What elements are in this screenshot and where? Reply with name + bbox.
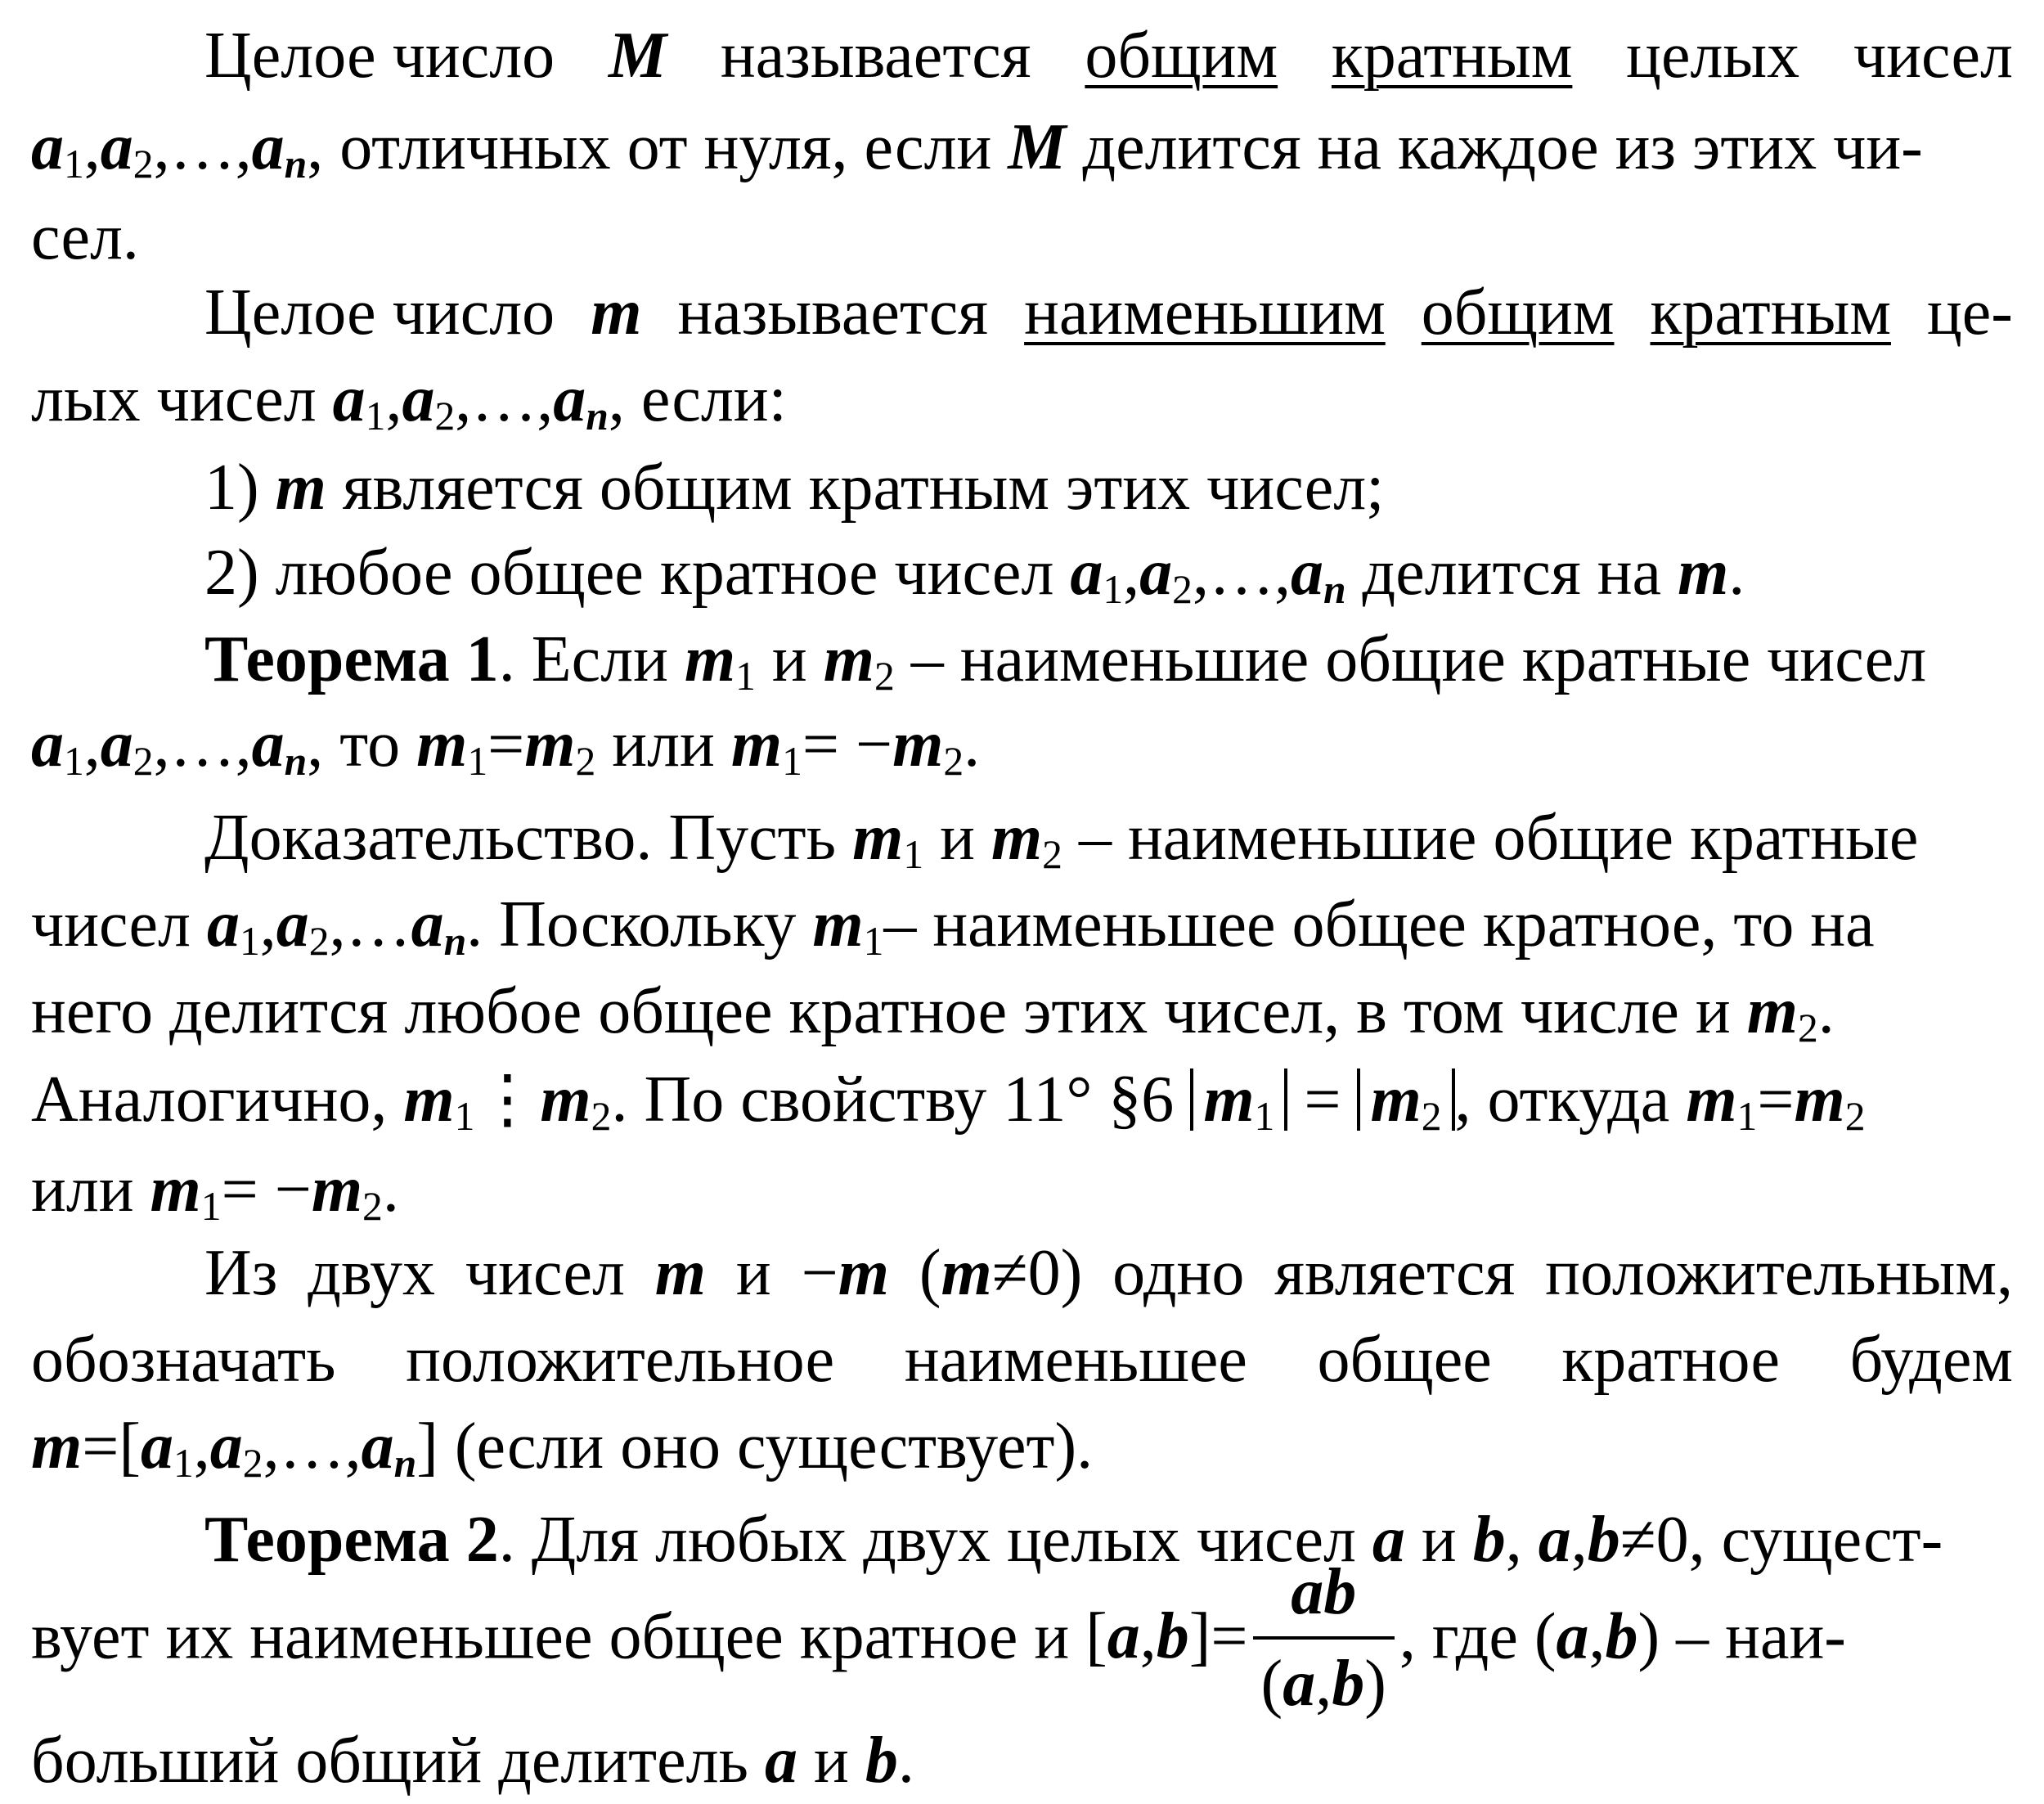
math-divisibility: $m_1⋮m_2$ (403, 1064, 612, 1139)
text: , отличных от нуля, если (307, 111, 992, 183)
symbol-m: m (275, 452, 326, 524)
math-lcm-notation: $m=[a_1,a_2,\dots,a_n]$ (31, 1410, 438, 1486)
text: Доказательство. Пусть (204, 802, 837, 874)
text: и (771, 623, 807, 695)
theorem-2-line-1: Теорема 2. Для любых двух целых чисел a и b, a,b≠0, сущест- (204, 1504, 1943, 1576)
text: больший общий делитель (31, 1725, 749, 1797)
text: положительным, (1545, 1237, 2013, 1309)
math-equation: $m_1= -m_2$ (730, 709, 964, 784)
paragraph-2-line-1 (204, 277, 2013, 349)
math-condition: a,b≠0 (1538, 1504, 1689, 1576)
text: – наименьшее общее кратное, то на (883, 889, 1875, 960)
symbol-M: M (608, 20, 667, 92)
text: сел. (31, 201, 139, 273)
text: Из (204, 1237, 278, 1309)
theorem-label: Теорема 2 (204, 1504, 499, 1576)
list-number: 2) (204, 537, 259, 609)
symbol-m: m (654, 1237, 706, 1309)
math-sequence: $a_1,a_2,\dots,a_n$ (1070, 537, 1346, 612)
text: вует их наименьшее общее кратное и (31, 1600, 1070, 1673)
text: Целое число (204, 277, 555, 349)
math-m2: $m_2$ (823, 623, 895, 699)
text: . Для любых двух целых чисел (498, 1504, 1356, 1576)
text: наименьшее (904, 1324, 1247, 1396)
fraction: $\frac{ab}{(a,b)}$ (1253, 1559, 1395, 1716)
paragraph-3-line-2 (31, 1324, 2013, 1396)
text: , то (307, 709, 401, 781)
math-absolute-equality: $m_1 = m_2$ (1190, 1064, 1454, 1136)
underlined-term: кратным (1650, 277, 1891, 349)
underlined-term: общим (1085, 20, 1278, 92)
list-item-2: 2) любое общее кратное чисел $a_1,a_2,\dots,a_n$ делится на m. (204, 537, 1745, 612)
text: общее (1317, 1324, 1492, 1396)
text: и (814, 1725, 849, 1797)
text: – наи- (1676, 1600, 1846, 1673)
text: и (1421, 1504, 1457, 1576)
text: Аналогично, (31, 1064, 388, 1136)
theorem-1-line-1 (204, 623, 1927, 699)
text: любое общее кратное чисел (275, 537, 1054, 609)
text: , если: (608, 363, 787, 435)
math-m1: $m_1$ (812, 889, 884, 964)
text: кратное (1561, 1324, 1780, 1396)
proof-line-1 (204, 802, 1919, 877)
text: и (940, 802, 975, 874)
theorem-label: Теорема 1 (204, 623, 499, 695)
text: (если оно существует). (454, 1410, 1094, 1482)
list-item-1 (204, 452, 1385, 524)
text: Целое число (204, 20, 555, 92)
symbol-m: m (591, 277, 642, 349)
theorem-2-line-2 (31, 1556, 1846, 1721)
proof-line-4 (31, 1064, 1866, 1139)
text: двух (308, 1237, 436, 1309)
text: одно (1112, 1237, 1245, 1309)
text: или (31, 1154, 134, 1226)
paragraph-1-line-2 (31, 111, 1923, 187)
paragraph-3-line-3 (31, 1410, 1094, 1486)
proof-line-5: или $m_1= -m_2$. (31, 1154, 399, 1229)
symbol-a: a (1372, 1504, 1405, 1576)
text: чисел (1853, 20, 2013, 92)
proof-line-3: него делится любое общее кратное этих чисел, в том числе и $m_2$. (31, 975, 1835, 1050)
text: . Поскольку (466, 889, 797, 960)
text: обозначать (31, 1324, 336, 1396)
theorem-2-line-3: больший общий делитель a и b. (31, 1725, 914, 1797)
text: чисел (31, 889, 191, 960)
text: чисел (465, 1237, 625, 1309)
text: целых (1626, 20, 1800, 92)
paragraph-1-line-1 (204, 20, 2013, 92)
math-m1: $m_1$ (684, 623, 756, 699)
text: или (612, 709, 715, 781)
underlined-term: наименьшим (1024, 277, 1386, 349)
symbol-m: m (1678, 537, 1729, 609)
math-equation: $m_1= -m_2$ (150, 1154, 383, 1229)
underlined-term: кратным (1331, 20, 1573, 92)
text: называется (720, 20, 1031, 92)
math-lcm-formula: [a,b]= $\frac{ab}{(a,b)}$ (1085, 1600, 1399, 1672)
text: будем (1849, 1324, 2013, 1396)
text: , откуда (1454, 1064, 1670, 1136)
text: является общим кратным этих чисел; (342, 452, 1385, 524)
text: . Если (498, 623, 668, 695)
paragraph-1-line-3 (31, 201, 139, 273)
text: , сущест- (1688, 1504, 1943, 1576)
paragraph-2-line-2 (31, 363, 787, 439)
text: – наименьшие общие кратные чисел (910, 623, 1927, 695)
math-sequence: $a_1,a_2,\dots a_n$ (206, 889, 467, 964)
math-neg-m: −m (801, 1237, 889, 1309)
text: . По свойству 11° §6 (611, 1064, 1175, 1136)
text: него делится любое общее кратное этих чисел, в том числе и (31, 975, 1731, 1047)
math-sequence: $a_1,a_2,\dots,a_n$ (332, 363, 609, 439)
math-equation: $m_1=m_2$ (416, 709, 596, 784)
paragraph-3-line-1 (204, 1237, 2013, 1309)
text: делится на каждое из этих чи- (1082, 111, 1923, 183)
text: является (1274, 1237, 1516, 1309)
math-m1: $m_1$ (852, 802, 924, 877)
text: , где (1399, 1600, 1518, 1673)
text: положительное (406, 1324, 835, 1396)
list-number: 1) (204, 452, 259, 524)
symbol-b: b (865, 1725, 898, 1797)
theorem-1-line-2: $a_1,a_2,\dots,a_n$, то $m_1=m_2$ или $m_1= -m_2$. (31, 709, 981, 784)
math-m2: $m_2$ (991, 802, 1062, 877)
text: и (735, 1237, 771, 1309)
text: делится на (1362, 537, 1662, 609)
math-gcd: (a,b) (1534, 1600, 1660, 1673)
math-m2: $m_2$ (1746, 975, 1818, 1050)
symbol-b: b (1472, 1504, 1506, 1576)
math-equation: $m_1=m_2$ (1686, 1064, 1866, 1139)
math-sequence: $a_1,a_2,\dots,a_n$ (31, 709, 308, 784)
text: це- (1926, 277, 2013, 349)
text: называется (677, 277, 989, 349)
symbol-M: M (1008, 111, 1067, 183)
text: лых чисел (31, 363, 317, 435)
math-sequence: $a_1,a_2,\dots,a_n$ (31, 111, 308, 187)
proof-line-2 (31, 889, 1875, 964)
symbol-a: a (765, 1725, 798, 1797)
math-condition: (m≠0) (919, 1237, 1083, 1309)
underlined-term: общим (1421, 277, 1615, 349)
text: – наименьшие общие кратные (1078, 802, 1919, 874)
